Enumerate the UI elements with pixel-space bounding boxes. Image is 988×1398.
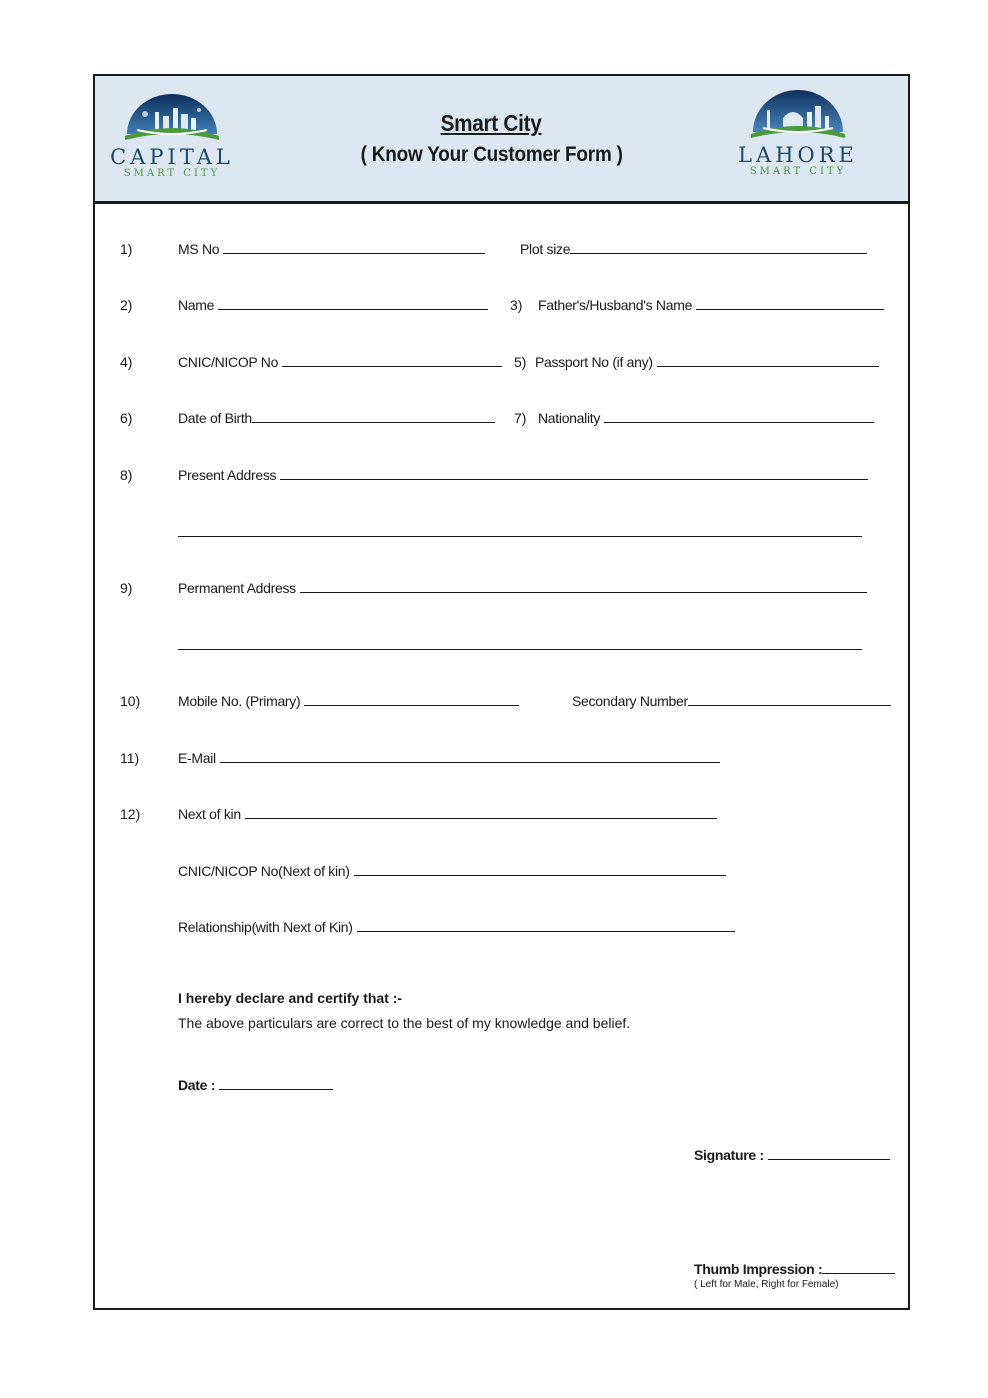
- plot-size-label: Plot size: [520, 241, 571, 257]
- mobile-field[interactable]: [178, 693, 519, 709]
- signature-line[interactable]: [768, 1147, 890, 1160]
- kin-cnic-label: CNIC/NICOP No(Next of kin): [178, 863, 350, 879]
- field-number: 5): [514, 354, 527, 370]
- cnic-line[interactable]: [282, 354, 502, 367]
- passport-line[interactable]: [657, 354, 879, 367]
- field-number: 12): [120, 806, 141, 822]
- field-number: 1): [120, 241, 133, 257]
- secondary-number-label: Secondary Number: [572, 693, 688, 709]
- father-name-field[interactable]: [538, 297, 884, 313]
- present-address-label: Present Address: [178, 467, 277, 483]
- dob-line[interactable]: [252, 410, 495, 423]
- field-number: 8): [120, 467, 133, 483]
- next-of-kin-label: Next of kin: [178, 806, 241, 822]
- father-name-line[interactable]: [696, 297, 884, 310]
- lahore-logo-subtext: SMART CITY: [749, 166, 847, 177]
- field-number: 6): [120, 410, 133, 426]
- field-number: 11): [120, 750, 140, 766]
- father-name-label: Father's/Husband's Name: [538, 297, 693, 313]
- ms-no-label: MS No: [178, 241, 220, 257]
- ms-no-line[interactable]: [223, 241, 485, 254]
- mobile-label: Mobile No. (Primary): [178, 693, 301, 709]
- field-number: 3): [510, 297, 523, 313]
- permanent-address-line-2[interactable]: [178, 649, 862, 650]
- lahore-logo-text: LAHORE: [738, 143, 858, 167]
- permanent-address-field[interactable]: [178, 580, 867, 596]
- page-title: Smart City: [441, 110, 542, 136]
- capital-smart-city-logo: [107, 90, 237, 180]
- field-number: 9): [120, 580, 133, 596]
- passport-field[interactable]: [535, 354, 879, 370]
- thumb-impression-field[interactable]: [694, 1261, 895, 1277]
- permanent-address-line[interactable]: [300, 580, 867, 593]
- present-address-field[interactable]: [178, 467, 868, 483]
- present-address-line-2[interactable]: [178, 536, 862, 537]
- cnic-field[interactable]: [178, 354, 502, 370]
- signature-label: Signature :: [694, 1147, 764, 1163]
- kin-cnic-field[interactable]: [178, 863, 726, 879]
- kin-relationship-line[interactable]: [357, 919, 735, 932]
- name-field[interactable]: [178, 297, 488, 313]
- plot-size-field[interactable]: [520, 241, 867, 257]
- capital-logo-subtext: SMART CITY: [123, 168, 221, 179]
- page-subtitle: ( Know Your Customer Form ): [360, 143, 623, 166]
- dob-field[interactable]: [178, 410, 495, 426]
- field-number: 7): [514, 410, 527, 426]
- signature-field[interactable]: [694, 1147, 890, 1163]
- nationality-label: Nationality: [538, 410, 601, 426]
- dob-label: Date of Birth: [178, 410, 252, 426]
- present-address-line[interactable]: [280, 467, 868, 480]
- thumb-impression-note: ( Left for Male, Right for Female): [694, 1279, 839, 1290]
- ms-no-field[interactable]: [178, 241, 485, 257]
- field-number: 4): [120, 354, 133, 370]
- email-line[interactable]: [220, 750, 720, 763]
- kyc-form-sheet: [93, 74, 910, 1310]
- date-label: Date :: [178, 1077, 216, 1093]
- declaration-text: The above particulars are correct to the best of my knowledge and belief.: [178, 1015, 631, 1031]
- kin-relationship-label: Relationship(with Next of Kin): [178, 919, 353, 935]
- date-field[interactable]: [178, 1077, 333, 1093]
- next-of-kin-field[interactable]: [178, 806, 717, 822]
- field-number: 10): [120, 693, 141, 709]
- nationality-line[interactable]: [604, 410, 874, 423]
- secondary-number-field[interactable]: [572, 693, 891, 709]
- name-label: Name: [178, 297, 215, 313]
- title-block: [295, 110, 688, 167]
- secondary-number-line[interactable]: [688, 693, 891, 706]
- thumb-impression-label: Thumb Impression :: [694, 1261, 823, 1277]
- lahore-smart-city-logo: [733, 86, 863, 178]
- declaration-heading: I hereby declare and certify that :-: [178, 990, 403, 1006]
- date-line[interactable]: [219, 1077, 333, 1090]
- nationality-field[interactable]: [538, 410, 874, 426]
- field-number: 2): [120, 297, 133, 313]
- kin-cnic-line[interactable]: [354, 863, 726, 876]
- form-header: [95, 76, 908, 204]
- capital-logo-text: CAPITAL: [110, 145, 234, 169]
- permanent-address-label: Permanent Address: [178, 580, 296, 596]
- email-label: E-Mail: [178, 750, 216, 766]
- kin-relationship-field[interactable]: [178, 919, 735, 935]
- email-field[interactable]: [178, 750, 720, 766]
- mobile-line[interactable]: [304, 693, 519, 706]
- passport-label: Passport No (if any): [535, 354, 653, 370]
- cnic-label: CNIC/NICOP No: [178, 354, 279, 370]
- thumb-impression-line[interactable]: [822, 1261, 895, 1274]
- name-line[interactable]: [218, 297, 488, 310]
- next-of-kin-line[interactable]: [245, 806, 717, 819]
- plot-size-line[interactable]: [570, 241, 867, 254]
